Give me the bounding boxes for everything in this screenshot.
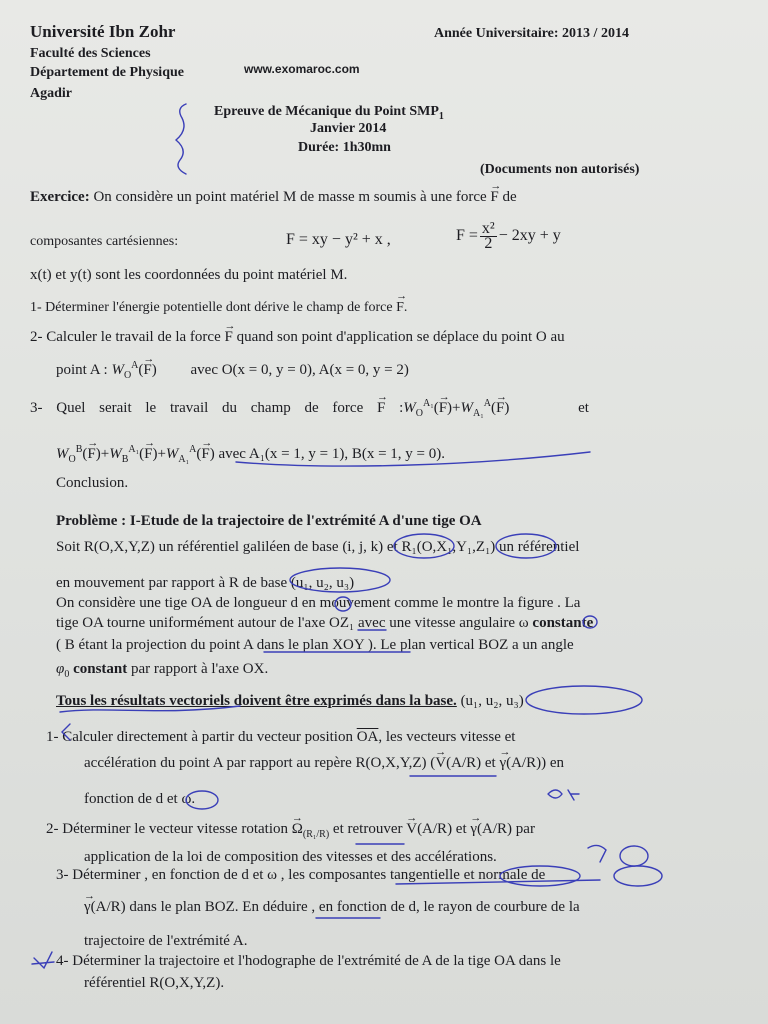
exam-duration: Durée: 1h30mn [298,140,391,155]
prob-question-1: 1- Calculer directement à partir du vecteur position $\overline{OA}$, les vecteurs vitesse et [46,729,516,745]
faculty-name: Faculté des Sciences [30,46,151,61]
note-of-a [548,790,579,800]
prob-question-4: 4- Déterminer la trajectoire et l'hodographe de l'extrémité de A de la tige OA dans le [56,953,561,969]
conclusion-label: Conclusion. [56,475,129,491]
prob-question-2: 2- Déterminer le vecteur vitesse rotation → $\Omega_{(R_1/R)}$ et retrouver → V(A/R) et → γ(A/R) par [46,820,535,844]
website-url: www.exomaroc.com [244,62,360,76]
city-name: Agadir [30,86,72,101]
components-label: composantes cartésiennes: [30,234,179,249]
department-name: Département de Physique [30,65,184,80]
ex-question-1: 1- Déterminer l'énergie potentielle dont dérive le champ de force → F. [30,298,407,317]
fx-expression: F = xy − y² + x , [286,231,391,248]
prob-question-3-end: trajectoire de l'extrémité A. [84,933,248,949]
academic-year: Année Universitaire: 2013 / 2014 [434,26,629,41]
problem-line-6: $\varphi_0$ constant par rapport à l'axe OX. [56,661,269,680]
prob-question-4-cont: référentiel R(O,X,Y,Z). [84,975,225,991]
problem-line-1: Soit R(O,X,Y,Z) un référentiel galiléen de base (i, j, k) et R₁(O,X₁,Y₁,Z₁) un référentiel [56,539,580,555]
ex-question-2-cont: point A : $W_O^A(\to F)$ avec O(x = 0, y = 0), A(x = 0, y = 2) [56,356,409,385]
coords-sentence: x(t) et y(t) sont les coordonnées du point matériel M. [30,267,348,283]
circle-basis-u-2 [526,686,642,714]
ex-question-2: 2- Calculer le travail de la force → F quand son point d'application se déplace du point O au [30,328,565,347]
prob-question-3: 3- Déterminer , en fonction de d et ω , les composantes tangentielle et normale de [56,867,546,883]
prob-question-3-cont: → γ(A/R) dans le plan BOZ. En déduire , en fonction de d, le rayon de courbure de la [84,898,580,917]
prob-question-1-end: fonction de d et ω. [84,791,196,807]
circle-normale [614,866,662,886]
prob-question-1-cont: accélération du point A par rapport au repère R(O,X,Y,Z) (→ V(A/R) et → γ(A/R)) en [84,754,564,773]
note-tau [588,845,606,862]
circle-n [620,846,648,866]
problem-line-2: en mouvement par rapport à R de base (u₁, u₂, u₃) [56,575,355,591]
problem-line-3: On considère une tige OA de longueur d en mouvement comme le montre la figure . La [56,595,581,611]
fy-expression: F = $\frac{\text{x²}}{2}$ − 2xy + y [456,220,561,252]
problem-line-5: ( B étant la projection du point A dans le plan XOY ). Le plan vertical BOZ a un angle [56,637,574,653]
exercise-intro: Exercice: On considère un point matériel M de masse m soumis à une force → F de [30,188,517,207]
exam-date: Janvier 2014 [310,121,387,136]
ex-question-3: 3- Quel serait le travail du champ de force → F $:W_O^{A_1}(\to F)+W_{A_1}^A(\to F)$ et [30,394,589,423]
documents-note: (Documents non autorisés) [480,162,640,177]
check-mark [32,952,54,968]
prob-question-2-cont: application de la loi de composition des vitesses et des accélérations. [84,849,497,865]
problem-title: Problème : I-Etude de la trajectoire de l'extrémité A d'une tige OA [56,513,482,529]
ex-question-3-cont: $W_O^B(\to F)+W_B^{A_1}(\to F)+W_{A_1}^A(\to F)$ avec A₁(x = 1, y = 1), B(x = 1, y = 0). [56,440,445,469]
header-brace [176,104,186,174]
university-name: Université Ibn Zohr [30,22,176,41]
exam-title: Epreuve de Mécanique du Point $SMP_1$ [214,104,444,122]
basis-instruction: Tous les résultats vectoriels doivent être exprimés dans la base. (u₁, u₂, u₃) [56,693,524,709]
problem-line-4: tige OA tourne uniformément autour de l'axe OZ₁ avec une vitesse angulaire ω constante [56,615,594,631]
